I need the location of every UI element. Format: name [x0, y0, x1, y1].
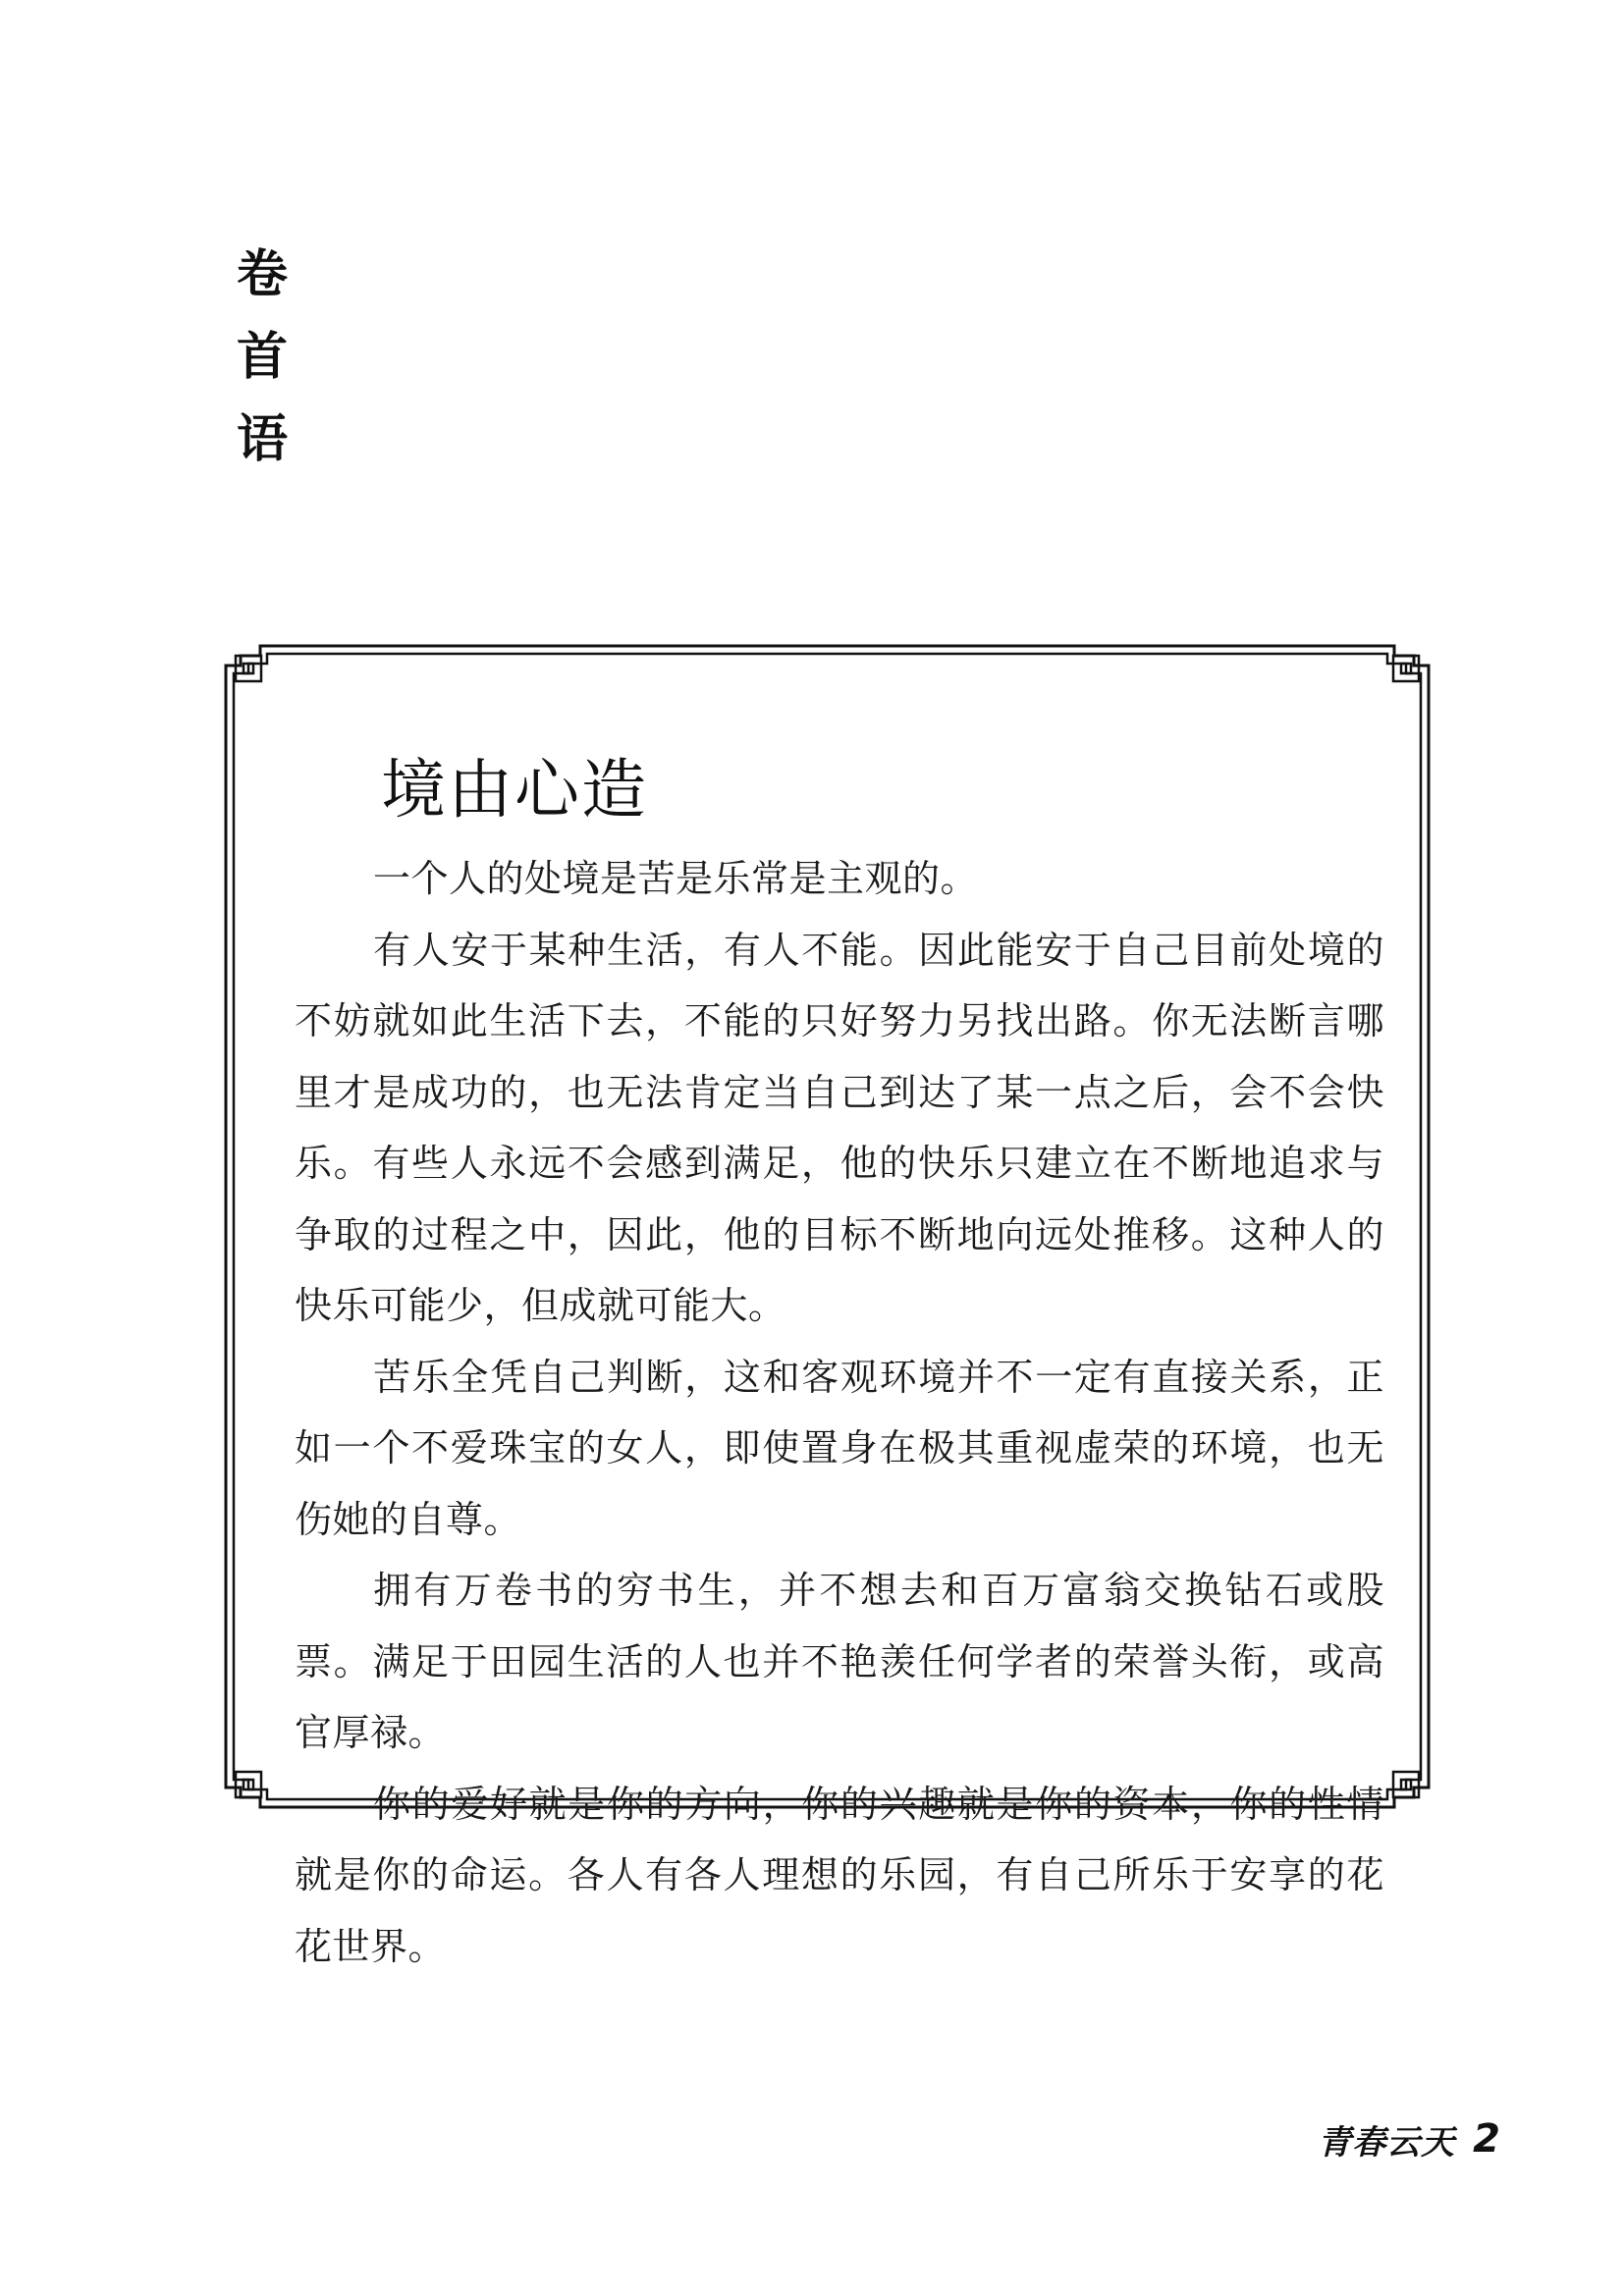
article-body	[295, 843, 1384, 1982]
page-number: 2	[1473, 2116, 1500, 2162]
article-paragraph: 你的爱好就是你的方向，你的兴趣就是你的资本，你的性情就是你的命运。各人有各人理想的乐园，有自己所乐于安享的花花世界。	[295, 1782, 1384, 1968]
side-title-char: 卷	[236, 244, 288, 304]
article-paragraph: 拥有万卷书的穷书生，并不想去和百万富翁交换钻石或股票。满足于田园生活的人也并不艳羡任何学者的荣誉头衔，或高官厚禄。	[295, 1569, 1384, 1754]
side-title-char: 首	[236, 327, 288, 387]
side-title-char: 语	[236, 409, 288, 469]
article-paragraph: 苦乐全凭自己判断，这和客观环境并不一定有直接关系，正如一个不爱珠宝的女人，即使置身在极其重视虚荣的环境，也无伤她的自尊。	[295, 1355, 1384, 1541]
article-paragraph: 有人安于某种生活，有人不能。因此能安于自己目前处境的不妨就如此生活下去，不能的只好努力另找出路。你无法断言哪里才是成功的，也无法肯定当自己到达了某一点之后，会不会快乐。有些人永远不会感到满足，他的快乐只建立在不断地追求与争取的过程之中，因此，他的目标不断地向远处推移。这种人的快乐可能少，但成就可能大。	[295, 928, 1384, 1327]
page-footer	[1318, 2114, 1500, 2163]
series-name: 青春云天	[1318, 2122, 1456, 2163]
article-title: 境由心造	[381, 752, 648, 828]
article-paragraph: 一个人的处境是苦是乐常是主观的。	[373, 857, 979, 900]
article	[295, 741, 1384, 1982]
